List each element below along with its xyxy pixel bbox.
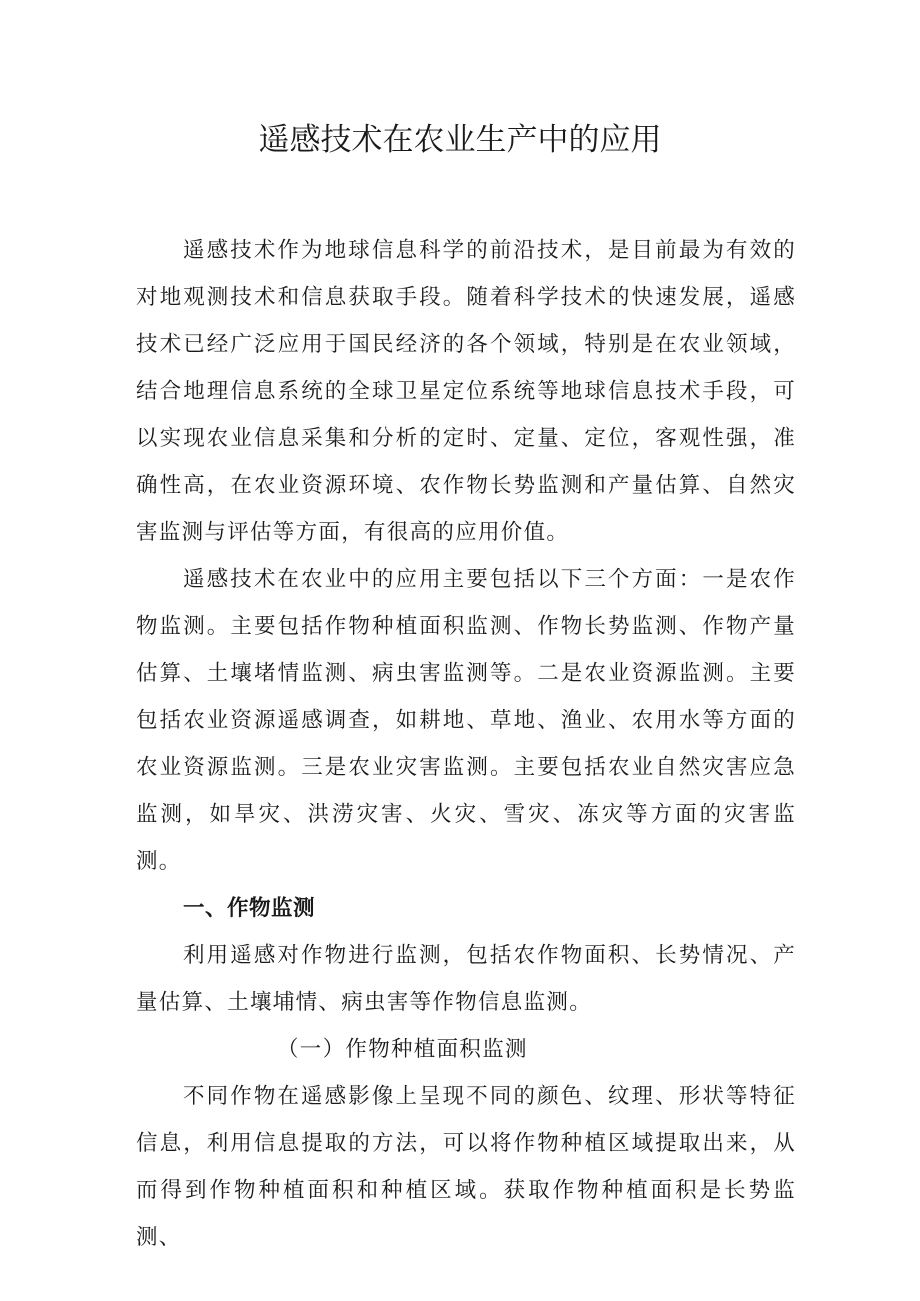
subsection-paragraph: 不同作物在遥感影像上呈现不同的颜色、纹理、形状等特征信息，利用信息提取的方法，可以将作物种植区域提取出来，从而得到作物种植面积和种植区域。获取作物种植面积是长势监测、	[136, 1084, 796, 1250]
overview-paragraph: 遥感技术在农业中的应用主要包括以下三个方面：一是农作物监测。主要包括作物种植面积监测、作物长势监测、作物产量估算、土壤堵情监测、病虫害监测等。二是农业资源监测。主要包括农业资源遥感调查，如耕地、草地、渔业、农用水等方面的农业资源监测。三是农业灾害监测。主要包括农业自然灾害应急监测，如旱灾、洪涝灾害、火灾、雪灾、冻灾等方面的灾害监测。	[136, 567, 796, 874]
subsection-heading-text: （一）作物种植面积监测	[277, 1037, 528, 1062]
document-body	[136, 227, 796, 1261]
section-intro-paragraph: 利用遥感对作物进行监测，包括农作物面积、长势情况、产量估算、土壤埔情、病虫害等作物信息监测。	[136, 943, 796, 1015]
document-title: 遥感技术在农业生产中的应用	[258, 122, 662, 158]
section-heading-crop-monitoring: 一、作物监测	[183, 896, 316, 921]
intro-paragraph: 遥感技术作为地球信息科学的前沿技术，是目前最为有效的对地观测技术和信息获取手段。随着科学技术的快速发展，遥感技术已经广泛应用于国民经济的各个领域，特别是在农业领域，结合地理信息系统的全球卫星定位系统等地球信息技术手段，可以实现农业信息采集和分析的定时、定量、定位，客观性强，准确性高，在农业资源环境、农作物长势监测和产量估算、自然灾害监测与评估等方面，有很高的应用价值。	[136, 238, 796, 545]
subsection-heading-planting-area	[136, 1026, 796, 1073]
